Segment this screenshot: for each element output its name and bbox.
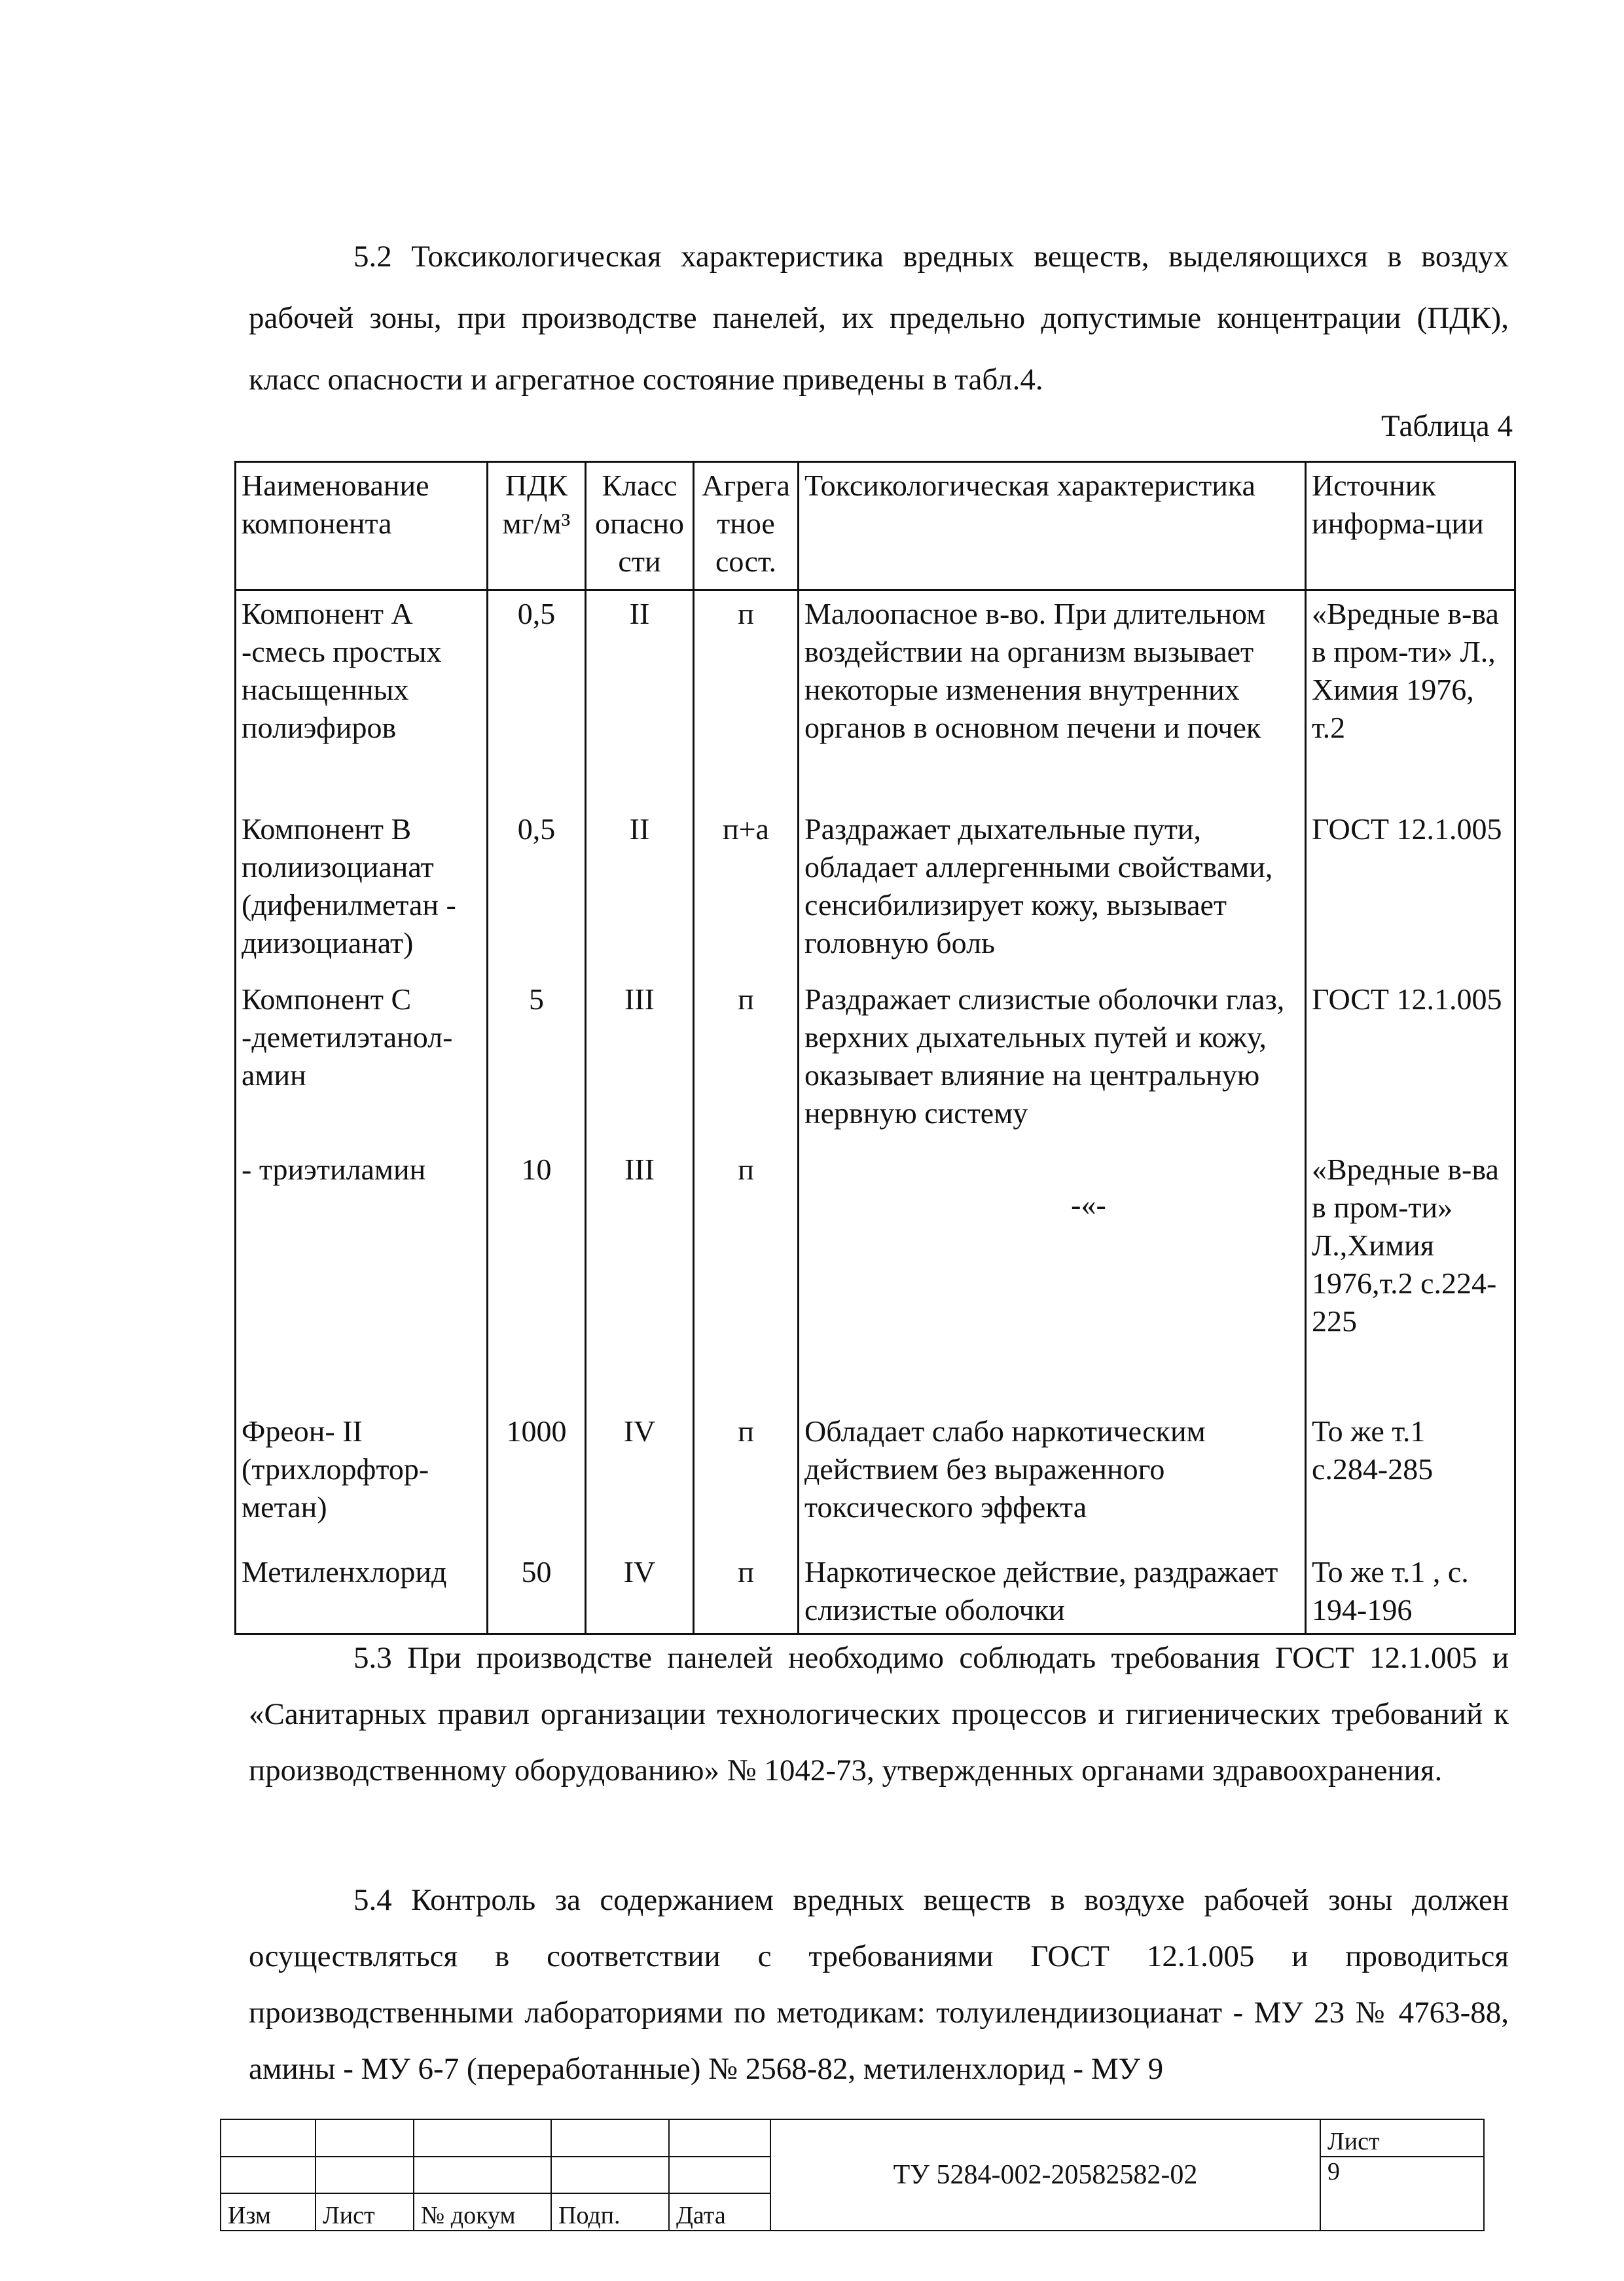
cell-state: п — [694, 1147, 799, 1409]
toxicology-table — [234, 461, 1516, 1635]
stamp-col-list: Лист — [316, 2193, 414, 2231]
stamp-sheet-number: 9 — [1320, 2157, 1484, 2231]
cell-class: II — [586, 590, 694, 806]
stamp-cell — [414, 2157, 551, 2194]
stamp-cell — [221, 2157, 316, 2194]
cell-pdk: 10 — [488, 1147, 586, 1409]
cell-pdk: 0,5 — [488, 590, 586, 806]
cell-pdk: 1000 — [488, 1409, 586, 1549]
stamp-cell — [669, 2157, 770, 2194]
cell-class: IV — [586, 1409, 694, 1549]
cell-state: п — [694, 590, 799, 806]
header-tox: Токсикологическая характеристика — [799, 462, 1306, 590]
stamp-cell — [316, 2119, 414, 2157]
cell-state: п+а — [694, 806, 799, 977]
stamp-cell — [414, 2119, 551, 2157]
cell-tox: Раздражает слизистые оболочки глаз, верхних дыхательных путей и кожу, оказывает влияние на центральную нервную систему — [799, 977, 1306, 1147]
stamp-col-doc: № докум — [414, 2193, 551, 2231]
cell-state: п — [694, 1409, 799, 1549]
cell-name: - триэтиламин — [236, 1147, 488, 1409]
cell-state: п — [694, 1549, 799, 1634]
cell-class: IV — [586, 1549, 694, 1634]
cell-name: Компонент А -смесь простых насыщенных полиэфиров — [236, 590, 488, 806]
cell-pdk: 0,5 — [488, 806, 586, 977]
cell-tox: Наркотическое действие, раздражает слизистые оболочки — [799, 1549, 1306, 1634]
stamp-sheet-label: Лист — [1320, 2119, 1484, 2157]
header-source: Источник информа-ции — [1306, 462, 1515, 590]
cell-class: III — [586, 977, 694, 1147]
cell-tox: -«- — [799, 1147, 1306, 1409]
stamp-col-sign: Подп. — [551, 2193, 669, 2231]
cell-source: ГОСТ 12.1.005 — [1306, 977, 1515, 1147]
header-name: Наименование компонента — [236, 462, 488, 590]
title-block-stamp — [220, 2119, 1485, 2231]
section-5-3-text: 5.3 При производстве панелей необходимо соблюдать требования ГОСТ 12.1.005 и «Санитарных правил организации технологических процессов и гигиенических требований к производственному оборудованию» № 1042-73, утвержденных органами здравоохранения. — [249, 1641, 1509, 1787]
stamp-doc-code: ТУ 5284-002-20582582-02 — [770, 2119, 1320, 2231]
section-5-4-paragraph — [249, 1872, 1509, 2097]
table-row — [236, 1409, 1515, 1549]
cell-state: п — [694, 977, 799, 1147]
table-row — [236, 590, 1515, 806]
section-5-4-text: 5.4 Контроль за содержанием вредных веществ в воздухе рабочей зоны должен осуществляться в соответствии с требованиями ГОСТ 12.1.005 и проводиться производственными лабораториями по методикам: толуилендиизоцианат - МУ 23 № 4763-88, амины - МУ 6-7 (переработанные) № 2568-82, метиленхлорид - МУ 9 — [249, 1883, 1509, 2086]
stamp-cell — [669, 2119, 770, 2157]
cell-source: То же т.1 , с. 194-196 — [1306, 1549, 1515, 1634]
table-row — [236, 1147, 1515, 1409]
cell-name: Фреон- II (трихлорфтор-метан) — [236, 1409, 488, 1549]
header-state: Агрега тное сост. — [694, 462, 799, 590]
stamp-cell — [551, 2119, 669, 2157]
cell-tox: Малоопасное в-во. При длительном воздействии на организм вызывает некоторые изменения внутренних органов в основном печени и почек — [799, 590, 1306, 806]
table-caption: Таблица 4 — [1380, 409, 1513, 443]
cell-name: Метиленхлорид — [236, 1549, 488, 1634]
table-row — [236, 806, 1515, 977]
cell-name: Компонент С -деметилэтанол-амин — [236, 977, 488, 1147]
section-5-3-paragraph — [249, 1630, 1509, 1799]
table-row — [236, 1549, 1515, 1634]
stamp-cell — [551, 2157, 669, 2194]
header-pdk: ПДК мг/м³ — [488, 462, 586, 590]
cell-tox: Обладает слабо наркотическим действием без выраженного токсического эффекта — [799, 1409, 1306, 1549]
cell-pdk: 50 — [488, 1549, 586, 1634]
cell-pdk: 5 — [488, 977, 586, 1147]
table-row — [236, 977, 1515, 1147]
stamp-cell — [316, 2157, 414, 2194]
cell-source: ГОСТ 12.1.005 — [1306, 806, 1515, 977]
cell-class: III — [586, 1147, 694, 1409]
stamp-col-date: Дата — [669, 2193, 770, 2231]
cell-source: «Вредные в-ва в пром-ти» Л.,Химия 1976,т.2 с.224-225 — [1306, 1147, 1515, 1409]
cell-name: Компонент В полиизоцианат (дифенилметан - диизоцианат) — [236, 806, 488, 977]
cell-source: «Вредные в-ва в пром-ти» Л., Химия 1976, т.2 — [1306, 590, 1515, 806]
stamp-cell — [221, 2119, 316, 2157]
stamp-col-izm: Изм — [221, 2193, 316, 2231]
cell-tox: Раздражает дыхательные пути, обладает аллергенными свойствами, сенсибилизирует кожу, вызывает головную боль — [799, 806, 1306, 977]
section-5-2-paragraph — [249, 226, 1509, 410]
header-class: Класс опасно сти — [586, 462, 694, 590]
section-5-2-text: 5.2 Токсикологическая характеристика вредных веществ, выделяющихся в воздух рабочей зоны, при производстве панелей, их предельно допустимые концентрации (ПДК), класс опасности и агрегатное состояние приведены в табл.4. — [249, 240, 1509, 397]
cell-class: II — [586, 806, 694, 977]
cell-source: То же т.1 с.284-285 — [1306, 1409, 1515, 1549]
